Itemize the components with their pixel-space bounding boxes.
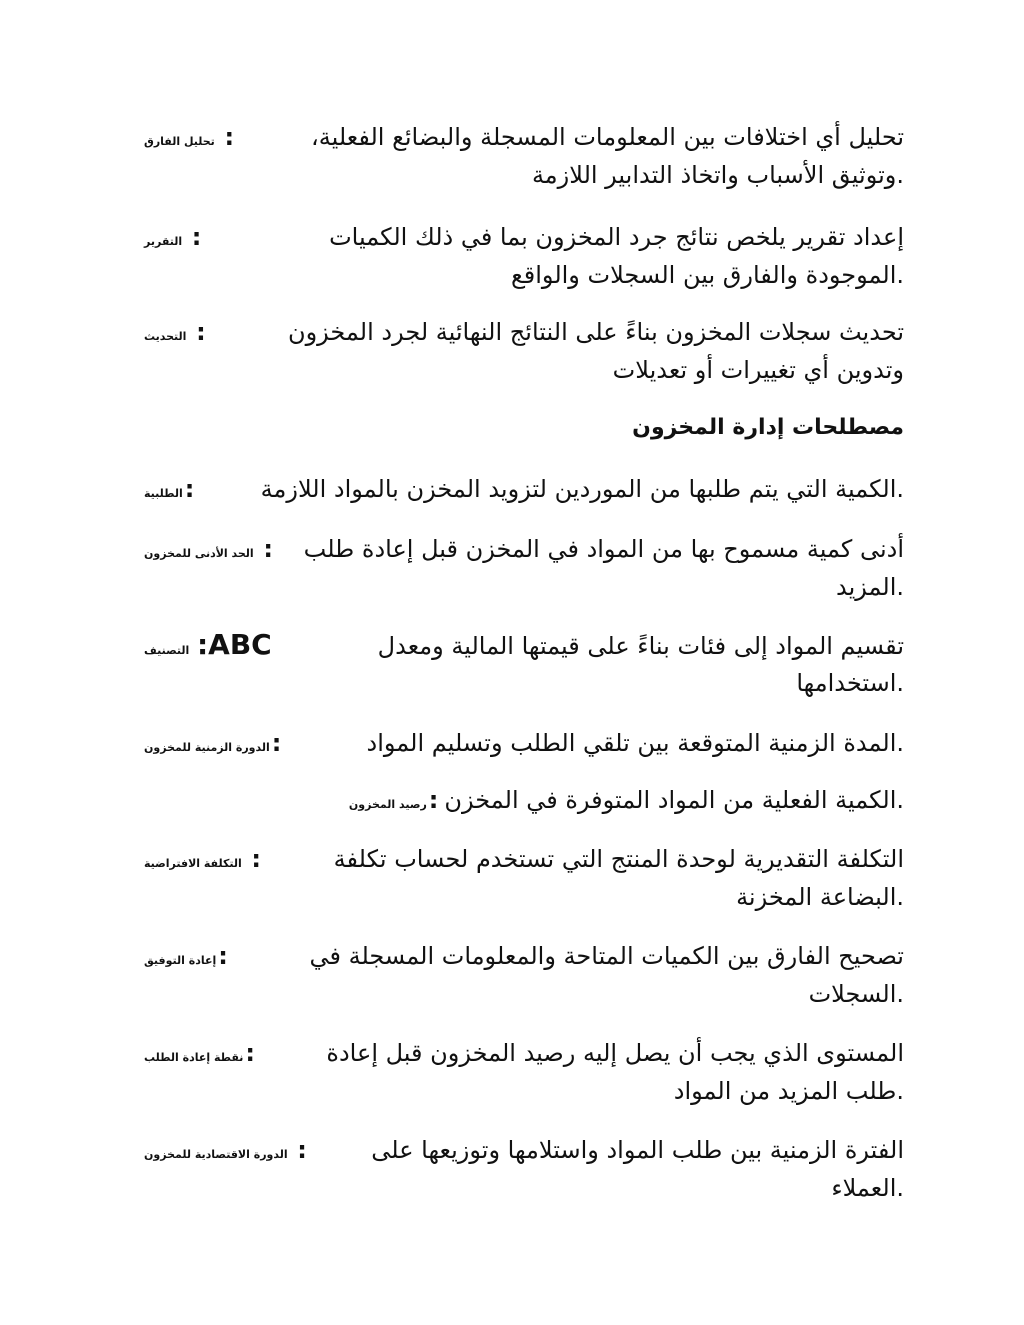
- definition-text: التكلفة التقديرية لوحدة المنتج التي تستخدم لحساب تكلفة: [333, 845, 904, 873]
- term-text: التحديث: [144, 330, 187, 343]
- term-colon: :: [224, 123, 235, 151]
- term-text: نقطة إعادة الطلب: [144, 1051, 244, 1064]
- term-colon: :: [271, 729, 282, 757]
- definition-text: أدنى كمية مسموح بها من المواد في المخزن قبل إعادة طلب: [303, 535, 904, 563]
- term-colon: :: [218, 942, 228, 970]
- entry-report: [144, 218, 904, 294]
- entry-reconciliation: [144, 937, 904, 1013]
- term-text: الحد الأدنى للمخزون: [144, 547, 254, 560]
- term-colon: :: [263, 535, 273, 563]
- definition-text: تحليل أي اختلافات بين المعلومات المسجلة والبضائع الفعلية،: [310, 123, 904, 151]
- term-label: [349, 781, 439, 824]
- entry-line-1: [144, 937, 904, 975]
- term-text: رصيد المخزون: [348, 798, 427, 811]
- term-text: إعادة التوفيق: [144, 954, 217, 967]
- term-label: [144, 118, 234, 161]
- term-label: [144, 724, 281, 767]
- term-colon: :: [245, 1039, 256, 1067]
- entry-minimum-stock: [144, 530, 904, 606]
- term-label: [144, 937, 228, 980]
- definition-continuation: .السجلات: [808, 980, 904, 1008]
- definition-continuation: .الموجودة والفارق بين السجلات والواقع: [511, 261, 904, 289]
- entry-standard-cost: [144, 840, 904, 916]
- section-heading: مصطلحات إدارة المخزون: [632, 415, 904, 440]
- term-label: [144, 530, 273, 573]
- definition-text: .الكمية التي يتم طلبها من الموردين لتزويد المخزن بالمواد اللازمة: [260, 475, 904, 503]
- term-label: [144, 218, 201, 261]
- definition-text: تحديث سجلات المخزون بناءً على النتائج النهائية لجرد المخزون: [287, 318, 904, 346]
- term-label: [144, 840, 261, 883]
- definition-text: .المدة الزمنية المتوقعة بين تلقي الطلب وتسليم المواد: [366, 729, 904, 757]
- term-text: تحليل الفارق: [144, 135, 215, 148]
- entry-order: [144, 470, 904, 508]
- term-label: [144, 1034, 255, 1077]
- term-colon: :: [191, 223, 202, 251]
- term-abc-code: ABC:: [196, 628, 272, 661]
- entry-line-1: [144, 470, 904, 508]
- term-text: التكلفة الافتراضية: [144, 857, 242, 870]
- entry-reorder-point: [144, 1034, 904, 1110]
- definition-text: .الكمية الفعلية من المواد المتوفرة في المخزن: [444, 786, 904, 814]
- term-label: [144, 626, 272, 670]
- term-text: الدورة الاقتصادية للمخزون: [144, 1148, 288, 1161]
- term-text: التصنيف: [144, 644, 190, 657]
- definition-continuation: وتدوين أي تغييرات أو تعديلات: [612, 356, 904, 384]
- term-colon: :: [251, 845, 262, 873]
- term-colon: :: [184, 475, 195, 503]
- definition-continuation: .استخدامها: [796, 669, 904, 697]
- entry-line-1: [144, 313, 904, 351]
- entry-line-1: [144, 118, 904, 156]
- term-label: [144, 470, 194, 513]
- term-label: [144, 313, 206, 356]
- term-text: الدورة الزمنية للمخزون: [144, 741, 270, 754]
- entry-lead-time: [144, 724, 904, 762]
- entry-line-1: [144, 530, 904, 568]
- term-text: التقرير: [144, 235, 183, 248]
- entry-line-1: [144, 724, 904, 762]
- entry-line-1: [144, 1131, 904, 1169]
- definition-continuation: .وتوثيق الأسباب واتخاذ التدابير اللازمة: [531, 161, 904, 189]
- entry-stock-balance: [144, 781, 904, 819]
- definition-text: المستوى الذي يجب أن يصل إليه رصيد المخزون قبل إعادة: [326, 1039, 904, 1067]
- definition-continuation: .البضاعة المخزنة: [736, 883, 904, 911]
- entry-line-1: [144, 781, 904, 819]
- entry-variance-analysis: [144, 118, 904, 194]
- definition-continuation: .طلب المزيد من المواد: [673, 1077, 904, 1105]
- term-colon: :: [196, 318, 206, 346]
- definition-continuation: .المزيد: [835, 573, 904, 601]
- term-colon: :: [297, 1136, 307, 1164]
- term-colon: :: [428, 786, 439, 814]
- entry-abc-classification: [144, 626, 904, 702]
- definition-continuation: .العملاء: [831, 1174, 904, 1202]
- term-label: [144, 1131, 307, 1174]
- entry-update: [144, 313, 904, 389]
- entry-economic-cycle: [144, 1131, 904, 1207]
- definition-text: تقسيم المواد إلى فئات بناءً على قيمتها المالية ومعدل: [377, 632, 904, 660]
- entry-line-1: [144, 626, 904, 664]
- entry-line-1: [144, 1034, 904, 1072]
- definition-text: إعداد تقرير يلخص نتائج جرد المخزون بما في ذلك الكميات: [329, 223, 904, 251]
- term-text: الطلبية: [144, 487, 183, 500]
- entry-line-1: [144, 840, 904, 878]
- definition-text: الفترة الزمنية بين طلب المواد واستلامها وتوزيعها على: [371, 1136, 904, 1164]
- entry-line-1: [144, 218, 904, 256]
- definition-text: تصحيح الفارق بين الكميات المتاحة والمعلومات المسجلة في: [309, 942, 904, 970]
